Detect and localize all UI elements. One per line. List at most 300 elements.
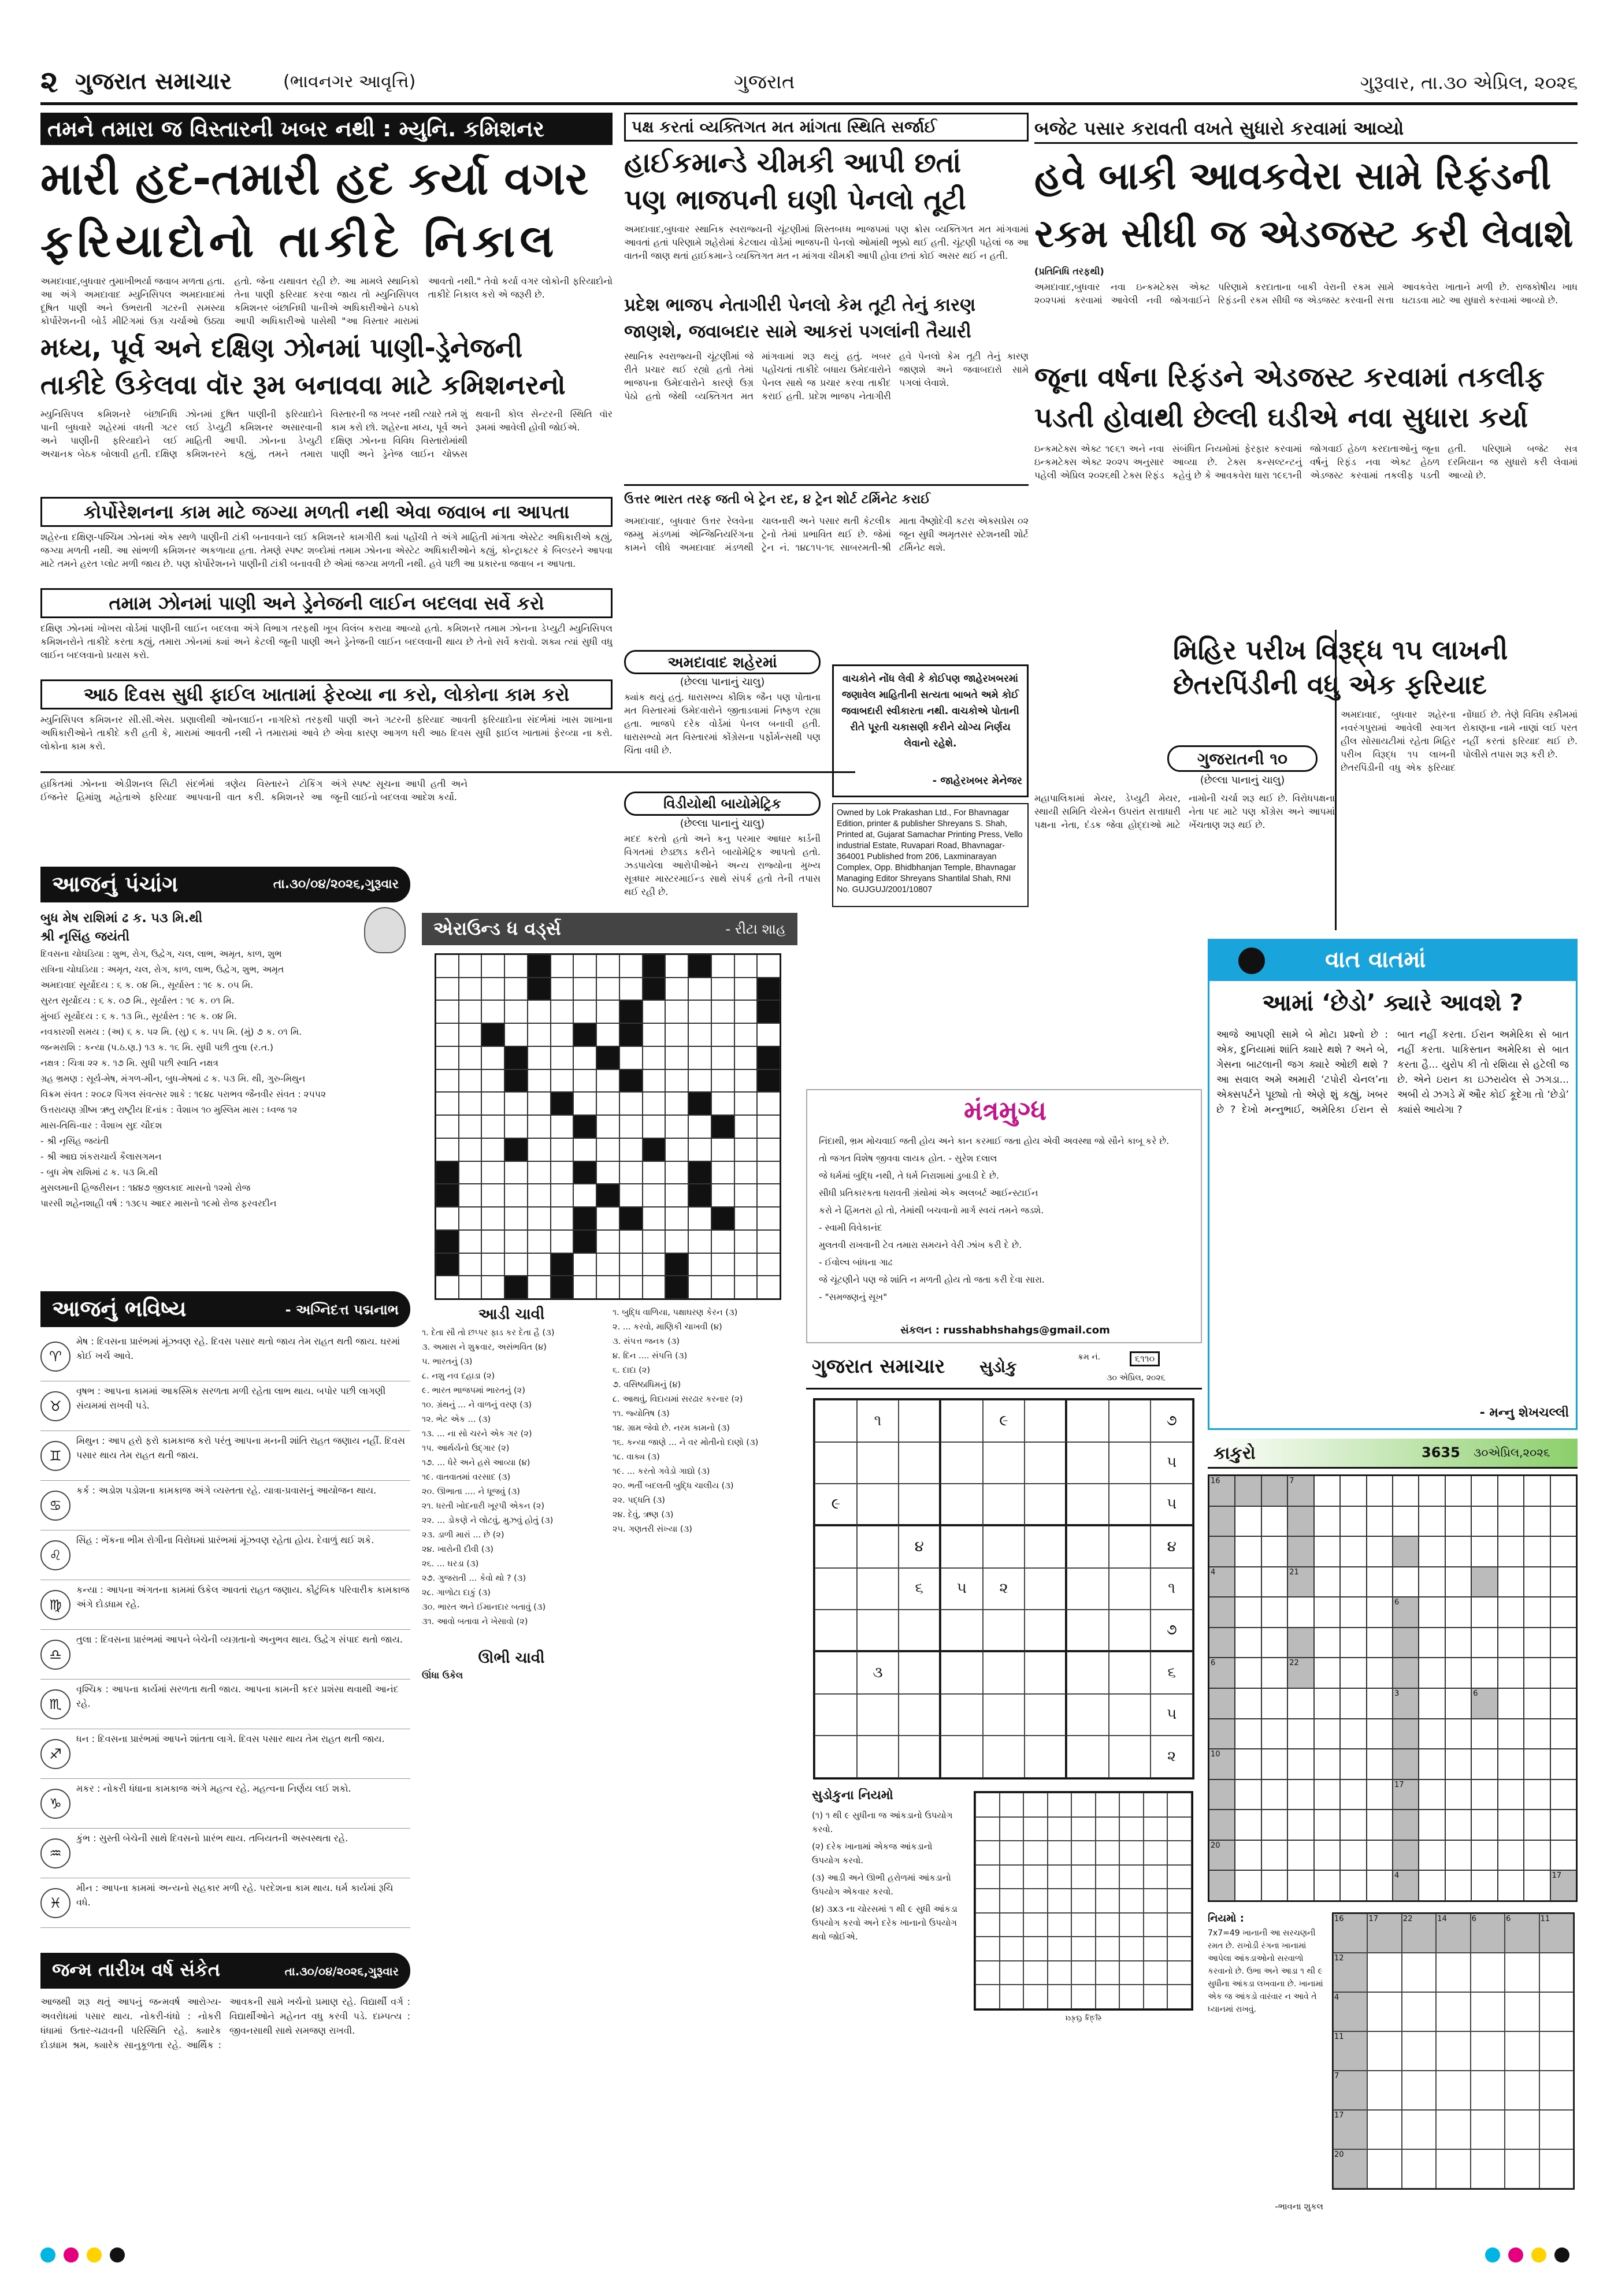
kakuro-cell[interactable] xyxy=(1471,1870,1497,1901)
kakuro-cell[interactable] xyxy=(1419,1658,1445,1688)
kakuro-cell[interactable] xyxy=(1340,1719,1366,1749)
sudoku-cell[interactable] xyxy=(1109,1442,1151,1484)
sudoku-cell[interactable] xyxy=(1109,1568,1151,1610)
kakuro-cell[interactable] xyxy=(1498,1536,1524,1567)
crossword-cell[interactable] xyxy=(711,1276,734,1299)
crossword-cell[interactable] xyxy=(665,1161,688,1184)
kakuro-cell[interactable] xyxy=(1419,1779,1445,1810)
crossword-cell[interactable] xyxy=(688,1000,711,1023)
kakuro-cell[interactable] xyxy=(1498,1597,1524,1628)
crossword-cell[interactable] xyxy=(711,1138,734,1161)
sudoku-cell[interactable] xyxy=(815,1736,857,1778)
crossword-cell[interactable] xyxy=(596,1276,619,1299)
crossword-cell[interactable] xyxy=(459,1230,482,1253)
kakuro-cell[interactable] xyxy=(1314,1536,1340,1567)
crossword-cell[interactable] xyxy=(504,1115,528,1138)
crossword-cell[interactable] xyxy=(665,1184,688,1207)
kakuro-cell[interactable] xyxy=(1498,1810,1524,1840)
crossword-cell[interactable] xyxy=(711,1046,734,1069)
crossword-cell[interactable] xyxy=(573,1092,596,1115)
kakuro-cell[interactable] xyxy=(1235,1779,1261,1810)
kakuro-cell[interactable] xyxy=(1445,1476,1471,1506)
sudoku-cell[interactable] xyxy=(1067,1610,1109,1652)
kakuro-cell[interactable] xyxy=(1235,1628,1261,1658)
crossword-cell[interactable] xyxy=(459,1046,482,1069)
kakuro-cell[interactable] xyxy=(1367,1840,1393,1871)
crossword-cell[interactable] xyxy=(734,1046,758,1069)
kakuro-cell[interactable] xyxy=(1287,1719,1313,1749)
crossword-cell[interactable] xyxy=(643,1023,666,1046)
crossword-cell[interactable] xyxy=(711,1023,734,1046)
kakuro-cell[interactable] xyxy=(1445,1688,1471,1719)
crossword-cell[interactable] xyxy=(504,1207,528,1230)
crossword-cell[interactable] xyxy=(596,1000,619,1023)
kakuro-cell[interactable] xyxy=(1261,1749,1287,1779)
kakuro-cell[interactable] xyxy=(1550,1597,1576,1628)
kakuro-cell[interactable] xyxy=(1445,1567,1471,1597)
kakuro-cell[interactable] xyxy=(1419,1567,1445,1597)
crossword-cell[interactable] xyxy=(573,954,596,978)
kakuro-cell[interactable] xyxy=(1314,1779,1340,1810)
crossword-cell[interactable] xyxy=(734,1276,758,1299)
kakuro-cell[interactable] xyxy=(1524,1476,1550,1506)
crossword-cell[interactable] xyxy=(619,1276,643,1299)
crossword-cell[interactable] xyxy=(504,954,528,978)
crossword-cell[interactable] xyxy=(481,1092,504,1115)
crossword-cell[interactable] xyxy=(528,1230,551,1253)
kakuro-grid[interactable] xyxy=(1208,1474,1578,1902)
sudoku-cell[interactable] xyxy=(983,1610,1025,1652)
kakuro-cell[interactable] xyxy=(1367,1658,1393,1688)
crossword-cell[interactable] xyxy=(436,1276,459,1299)
kakuro-cell[interactable] xyxy=(1419,1719,1445,1749)
kakuro-cell[interactable] xyxy=(1524,1749,1550,1779)
crossword-cell[interactable] xyxy=(573,1253,596,1276)
sudoku-cell[interactable] xyxy=(983,1484,1025,1526)
crossword-cell[interactable] xyxy=(643,1069,666,1093)
crossword-cell[interactable] xyxy=(551,978,574,1001)
crossword-cell[interactable] xyxy=(596,978,619,1001)
crossword-cell[interactable] xyxy=(551,1184,574,1207)
crossword-grid[interactable] xyxy=(435,953,781,1300)
kakuro-cell[interactable] xyxy=(1287,1688,1313,1719)
sudoku-cell[interactable] xyxy=(1109,1736,1151,1778)
crossword-cell[interactable] xyxy=(643,1276,666,1299)
sudoku-cell[interactable] xyxy=(899,1484,941,1526)
crossword-cell[interactable] xyxy=(619,1230,643,1253)
crossword-cell[interactable] xyxy=(459,1000,482,1023)
crossword-cell[interactable] xyxy=(688,1276,711,1299)
kakuro-cell[interactable] xyxy=(1287,1749,1313,1779)
kakuro-cell[interactable] xyxy=(1314,1567,1340,1597)
crossword-cell[interactable] xyxy=(481,1161,504,1184)
crossword-cell[interactable] xyxy=(481,1276,504,1299)
crossword-cell[interactable] xyxy=(643,1230,666,1253)
crossword-cell[interactable] xyxy=(436,1115,459,1138)
kakuro-cell[interactable] xyxy=(1419,1688,1445,1719)
kakuro-cell[interactable] xyxy=(1498,1779,1524,1810)
sudoku-cell[interactable] xyxy=(899,1652,941,1694)
kakuro-cell[interactable] xyxy=(1498,1567,1524,1597)
kakuro-cell[interactable] xyxy=(1498,1870,1524,1901)
kakuro-cell[interactable] xyxy=(1445,1810,1471,1840)
kakuro-cell[interactable] xyxy=(1261,1567,1287,1597)
kakuro-cell[interactable] xyxy=(1550,1688,1576,1719)
kakuro-cell[interactable] xyxy=(1367,1536,1393,1567)
crossword-cell[interactable] xyxy=(619,1046,643,1069)
crossword-cell[interactable] xyxy=(459,1184,482,1207)
crossword-cell[interactable] xyxy=(757,1230,780,1253)
kakuro-cell[interactable] xyxy=(1287,1779,1313,1810)
kakuro-cell[interactable] xyxy=(1393,1567,1419,1597)
crossword-cell[interactable] xyxy=(504,1161,528,1184)
sudoku-cell[interactable] xyxy=(1025,1526,1067,1568)
sudoku-cell[interactable] xyxy=(1067,1736,1109,1778)
kakuro-cell[interactable] xyxy=(1261,1628,1287,1658)
crossword-cell[interactable] xyxy=(711,1069,734,1093)
sudoku-cell[interactable] xyxy=(899,1442,941,1484)
crossword-cell[interactable] xyxy=(596,1138,619,1161)
sudoku-cell[interactable] xyxy=(857,1442,899,1484)
sudoku-cell[interactable] xyxy=(815,1568,857,1610)
crossword-cell[interactable] xyxy=(504,1092,528,1115)
crossword-cell[interactable] xyxy=(528,1253,551,1276)
kakuro-cell[interactable] xyxy=(1550,1567,1576,1597)
kakuro-cell[interactable] xyxy=(1367,1597,1393,1628)
crossword-cell[interactable] xyxy=(665,1207,688,1230)
crossword-cell[interactable] xyxy=(665,1000,688,1023)
kakuro-cell[interactable] xyxy=(1393,1476,1419,1506)
sudoku-cell[interactable] xyxy=(1109,1610,1151,1652)
crossword-cell[interactable] xyxy=(504,978,528,1001)
crossword-cell[interactable] xyxy=(504,1000,528,1023)
crossword-cell[interactable] xyxy=(528,1000,551,1023)
crossword-cell[interactable] xyxy=(757,1253,780,1276)
crossword-cell[interactable] xyxy=(711,978,734,1001)
kakuro-cell[interactable] xyxy=(1445,1628,1471,1658)
sudoku-cell[interactable] xyxy=(815,1442,857,1484)
kakuro-cell[interactable] xyxy=(1314,1658,1340,1688)
crossword-cell[interactable] xyxy=(643,1253,666,1276)
crossword-cell[interactable] xyxy=(459,1276,482,1299)
kakuro-cell[interactable] xyxy=(1524,1506,1550,1537)
sudoku-cell[interactable] xyxy=(899,1694,941,1736)
kakuro-cell[interactable] xyxy=(1550,1810,1576,1840)
kakuro-cell[interactable] xyxy=(1235,1506,1261,1537)
sudoku-cell[interactable] xyxy=(1025,1736,1067,1778)
crossword-cell[interactable] xyxy=(573,1046,596,1069)
kakuro-cell[interactable] xyxy=(1471,1506,1497,1537)
crossword-cell[interactable] xyxy=(734,1184,758,1207)
crossword-cell[interactable] xyxy=(459,1023,482,1046)
kakuro-cell[interactable] xyxy=(1550,1628,1576,1658)
kakuro-cell[interactable] xyxy=(1498,1840,1524,1871)
crossword-cell[interactable] xyxy=(596,1115,619,1138)
kakuro-cell[interactable] xyxy=(1445,1658,1471,1688)
crossword-cell[interactable] xyxy=(688,1138,711,1161)
kakuro-cell[interactable] xyxy=(1340,1567,1366,1597)
crossword-cell[interactable] xyxy=(573,1276,596,1299)
crossword-cell[interactable] xyxy=(757,1092,780,1115)
crossword-cell[interactable] xyxy=(665,978,688,1001)
kakuro-cell[interactable] xyxy=(1445,1779,1471,1810)
kakuro-cell[interactable] xyxy=(1261,1779,1287,1810)
kakuro-cell[interactable] xyxy=(1235,1597,1261,1628)
crossword-cell[interactable] xyxy=(504,1253,528,1276)
mantra-contact-email[interactable]: russhabhshahgs@gmail.com xyxy=(943,1324,1110,1336)
sudoku-cell[interactable] xyxy=(1025,1694,1067,1736)
kakuro-cell[interactable] xyxy=(1550,1658,1576,1688)
sudoku-cell[interactable] xyxy=(983,1442,1025,1484)
sudoku-cell[interactable] xyxy=(1025,1652,1067,1694)
kakuro-cell[interactable] xyxy=(1235,1688,1261,1719)
kakuro-cell[interactable] xyxy=(1471,1658,1497,1688)
kakuro-cell[interactable] xyxy=(1261,1870,1287,1901)
crossword-cell[interactable] xyxy=(619,1092,643,1115)
crossword-cell[interactable] xyxy=(665,1230,688,1253)
crossword-cell[interactable] xyxy=(757,1138,780,1161)
crossword-cell[interactable] xyxy=(711,1161,734,1184)
crossword-cell[interactable] xyxy=(711,1230,734,1253)
kakuro-cell[interactable] xyxy=(1235,1810,1261,1840)
kakuro-cell[interactable] xyxy=(1524,1536,1550,1567)
crossword-cell[interactable] xyxy=(436,1207,459,1230)
kakuro-cell[interactable] xyxy=(1340,1658,1366,1688)
crossword-cell[interactable] xyxy=(436,1092,459,1115)
crossword-cell[interactable] xyxy=(551,1046,574,1069)
crossword-cell[interactable] xyxy=(596,1023,619,1046)
crossword-cell[interactable] xyxy=(734,978,758,1001)
crossword-cell[interactable] xyxy=(551,1023,574,1046)
kakuro-cell[interactable] xyxy=(1524,1628,1550,1658)
crossword-cell[interactable] xyxy=(665,1092,688,1115)
kakuro-cell[interactable] xyxy=(1471,1476,1497,1506)
crossword-cell[interactable] xyxy=(436,1069,459,1093)
kakuro-cell[interactable] xyxy=(1235,1567,1261,1597)
kakuro-cell[interactable] xyxy=(1340,1749,1366,1779)
crossword-cell[interactable] xyxy=(528,1276,551,1299)
crossword-cell[interactable] xyxy=(551,1161,574,1184)
kakuro-cell[interactable] xyxy=(1524,1688,1550,1719)
kakuro-cell[interactable] xyxy=(1314,1719,1340,1749)
kakuro-cell[interactable] xyxy=(1471,1628,1497,1658)
crossword-cell[interactable] xyxy=(573,1184,596,1207)
kakuro-cell[interactable] xyxy=(1367,1870,1393,1901)
crossword-cell[interactable] xyxy=(619,978,643,1001)
kakuro-cell[interactable] xyxy=(1261,1719,1287,1749)
kakuro-cell[interactable] xyxy=(1314,1840,1340,1871)
crossword-cell[interactable] xyxy=(757,1276,780,1299)
kakuro-cell[interactable] xyxy=(1367,1476,1393,1506)
kakuro-cell[interactable] xyxy=(1287,1840,1313,1871)
kakuro-cell[interactable] xyxy=(1367,1749,1393,1779)
crossword-cell[interactable] xyxy=(528,1161,551,1184)
kakuro-cell[interactable] xyxy=(1498,1719,1524,1749)
kakuro-cell[interactable] xyxy=(1393,1506,1419,1537)
crossword-cell[interactable] xyxy=(734,1138,758,1161)
crossword-cell[interactable] xyxy=(459,978,482,1001)
kakuro-cell[interactable] xyxy=(1314,1476,1340,1506)
kakuro-cell[interactable] xyxy=(1550,1476,1576,1506)
crossword-cell[interactable] xyxy=(459,1069,482,1093)
crossword-cell[interactable] xyxy=(619,1138,643,1161)
kakuro-cell[interactable] xyxy=(1261,1536,1287,1567)
crossword-cell[interactable] xyxy=(665,1046,688,1069)
sudoku-cell[interactable] xyxy=(983,1694,1025,1736)
crossword-cell[interactable] xyxy=(688,978,711,1001)
crossword-cell[interactable] xyxy=(643,1115,666,1138)
sudoku-cell[interactable] xyxy=(857,1610,899,1652)
crossword-cell[interactable] xyxy=(504,1184,528,1207)
crossword-cell[interactable] xyxy=(711,1253,734,1276)
crossword-cell[interactable] xyxy=(711,1000,734,1023)
crossword-cell[interactable] xyxy=(757,1161,780,1184)
crossword-cell[interactable] xyxy=(459,1115,482,1138)
crossword-cell[interactable] xyxy=(734,1161,758,1184)
sudoku-cell[interactable] xyxy=(1067,1400,1109,1442)
sudoku-cell[interactable] xyxy=(857,1526,899,1568)
kakuro-cell[interactable] xyxy=(1524,1779,1550,1810)
sudoku-cell[interactable] xyxy=(1025,1610,1067,1652)
crossword-cell[interactable] xyxy=(573,1000,596,1023)
kakuro-cell[interactable] xyxy=(1367,1779,1393,1810)
sudoku-cell[interactable] xyxy=(1067,1484,1109,1526)
kakuro-cell[interactable] xyxy=(1471,1597,1497,1628)
kakuro-cell[interactable] xyxy=(1471,1779,1497,1810)
kakuro-cell[interactable] xyxy=(1498,1476,1524,1506)
kakuro-cell[interactable] xyxy=(1419,1536,1445,1567)
crossword-cell[interactable] xyxy=(596,1092,619,1115)
sudoku-cell[interactable] xyxy=(1067,1442,1109,1484)
sudoku-cell[interactable] xyxy=(815,1400,857,1442)
kakuro-cell[interactable] xyxy=(1445,1840,1471,1871)
kakuro-cell[interactable] xyxy=(1261,1810,1287,1840)
crossword-cell[interactable] xyxy=(711,1184,734,1207)
kakuro-cell[interactable] xyxy=(1235,1536,1261,1567)
kakuro-cell[interactable] xyxy=(1314,1628,1340,1658)
crossword-cell[interactable] xyxy=(619,1115,643,1138)
kakuro-cell[interactable] xyxy=(1419,1597,1445,1628)
crossword-cell[interactable] xyxy=(528,1023,551,1046)
sudoku-cell[interactable] xyxy=(1067,1568,1109,1610)
sudoku-cell[interactable] xyxy=(941,1484,983,1526)
crossword-cell[interactable] xyxy=(734,1230,758,1253)
kakuro-cell[interactable] xyxy=(1550,1536,1576,1567)
kakuro-cell[interactable] xyxy=(1419,1749,1445,1779)
kakuro-cell[interactable] xyxy=(1235,1840,1261,1871)
kakuro-cell[interactable] xyxy=(1367,1810,1393,1840)
kakuro-cell[interactable] xyxy=(1524,1658,1550,1688)
kakuro-cell[interactable] xyxy=(1445,1536,1471,1567)
sudoku-cell[interactable] xyxy=(941,1652,983,1694)
kakuro-cell[interactable] xyxy=(1367,1506,1393,1537)
crossword-cell[interactable] xyxy=(481,1184,504,1207)
sudoku-cell[interactable] xyxy=(941,1610,983,1652)
crossword-cell[interactable] xyxy=(481,1046,504,1069)
crossword-cell[interactable] xyxy=(757,954,780,978)
crossword-cell[interactable] xyxy=(619,1184,643,1207)
crossword-cell[interactable] xyxy=(528,1069,551,1093)
crossword-cell[interactable] xyxy=(481,1115,504,1138)
crossword-cell[interactable] xyxy=(481,978,504,1001)
crossword-cell[interactable] xyxy=(528,1115,551,1138)
crossword-cell[interactable] xyxy=(528,1207,551,1230)
kakuro-cell[interactable] xyxy=(1550,1779,1576,1810)
sudoku-cell[interactable] xyxy=(941,1400,983,1442)
kakuro-cell[interactable] xyxy=(1498,1506,1524,1537)
kakuro-cell[interactable] xyxy=(1367,1688,1393,1719)
sudoku-cell[interactable] xyxy=(1067,1526,1109,1568)
sudoku-cell[interactable] xyxy=(941,1694,983,1736)
sudoku-cell[interactable] xyxy=(857,1568,899,1610)
crossword-cell[interactable] xyxy=(734,954,758,978)
sudoku-cell[interactable] xyxy=(983,1736,1025,1778)
crossword-cell[interactable] xyxy=(665,954,688,978)
crossword-cell[interactable] xyxy=(665,1138,688,1161)
sudoku-cell[interactable] xyxy=(983,1526,1025,1568)
crossword-cell[interactable] xyxy=(688,1230,711,1253)
crossword-cell[interactable] xyxy=(436,954,459,978)
sudoku-cell[interactable] xyxy=(1109,1484,1151,1526)
crossword-cell[interactable] xyxy=(459,1207,482,1230)
crossword-cell[interactable] xyxy=(551,1069,574,1093)
kakuro-cell[interactable] xyxy=(1235,1870,1261,1901)
crossword-cell[interactable] xyxy=(481,1138,504,1161)
crossword-cell[interactable] xyxy=(436,1046,459,1069)
crossword-cell[interactable] xyxy=(688,1023,711,1046)
crossword-cell[interactable] xyxy=(596,1230,619,1253)
kakuro-cell[interactable] xyxy=(1524,1597,1550,1628)
kakuro-cell[interactable] xyxy=(1419,1870,1445,1901)
crossword-cell[interactable] xyxy=(459,1161,482,1184)
crossword-cell[interactable] xyxy=(481,1000,504,1023)
sudoku-cell[interactable] xyxy=(983,1652,1025,1694)
kakuro-cell[interactable] xyxy=(1471,1719,1497,1749)
kakuro-cell[interactable] xyxy=(1445,1749,1471,1779)
crossword-cell[interactable] xyxy=(619,954,643,978)
sudoku-cell[interactable] xyxy=(1067,1652,1109,1694)
kakuro-cell[interactable] xyxy=(1314,1870,1340,1901)
crossword-cell[interactable] xyxy=(688,1046,711,1069)
crossword-cell[interactable] xyxy=(436,978,459,1001)
sudoku-cell[interactable] xyxy=(941,1736,983,1778)
sudoku-cell[interactable] xyxy=(899,1400,941,1442)
sudoku-cell[interactable] xyxy=(857,1694,899,1736)
sudoku-cell[interactable] xyxy=(899,1736,941,1778)
kakuro-cell[interactable] xyxy=(1550,1719,1576,1749)
kakuro-cell[interactable] xyxy=(1287,1810,1313,1840)
kakuro-cell[interactable] xyxy=(1287,1870,1313,1901)
kakuro-cell[interactable] xyxy=(1340,1840,1366,1871)
crossword-cell[interactable] xyxy=(596,1069,619,1093)
crossword-cell[interactable] xyxy=(643,1092,666,1115)
crossword-cell[interactable] xyxy=(734,1115,758,1138)
kakuro-cell[interactable] xyxy=(1340,1779,1366,1810)
sudoku-cell[interactable] xyxy=(815,1526,857,1568)
crossword-cell[interactable] xyxy=(436,1023,459,1046)
sudoku-cell[interactable] xyxy=(1025,1568,1067,1610)
crossword-cell[interactable] xyxy=(573,978,596,1001)
sudoku-cell[interactable] xyxy=(941,1442,983,1484)
crossword-cell[interactable] xyxy=(757,1115,780,1138)
crossword-cell[interactable] xyxy=(734,1069,758,1093)
crossword-cell[interactable] xyxy=(596,1161,619,1184)
crossword-cell[interactable] xyxy=(757,1184,780,1207)
kakuro-cell[interactable] xyxy=(1550,1506,1576,1537)
crossword-cell[interactable] xyxy=(711,1092,734,1115)
crossword-cell[interactable] xyxy=(573,1138,596,1161)
crossword-cell[interactable] xyxy=(528,1138,551,1161)
